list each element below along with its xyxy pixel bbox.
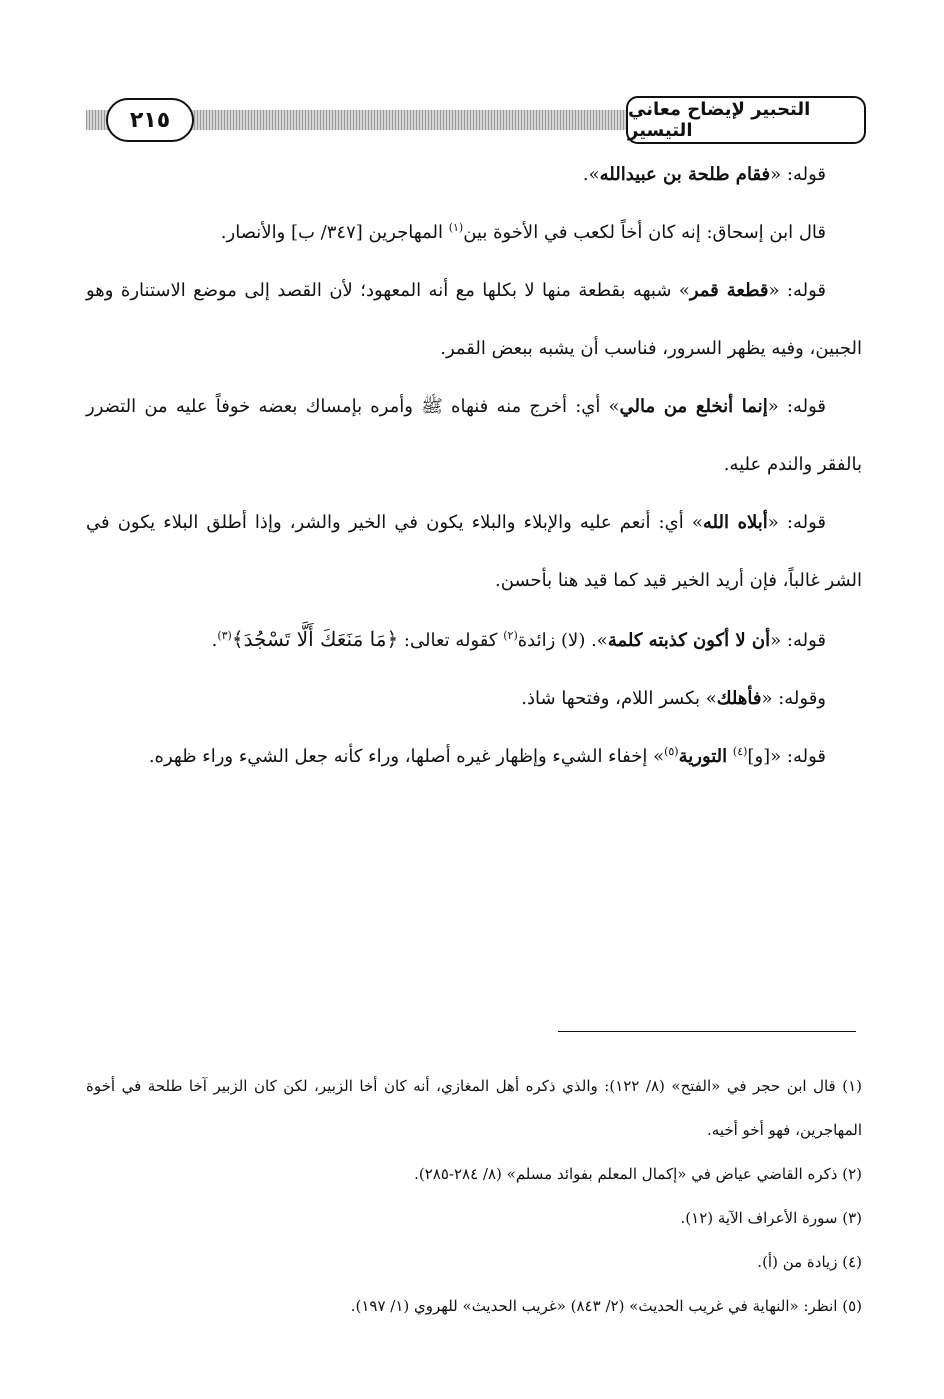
footnote-ref: (١) [448,221,464,234]
body-text: قوله: «[و] [747,746,826,767]
paragraph [86,494,862,610]
paragraph [86,262,862,378]
quoted-hadith-phrase: إنما أنخلع من مالي [619,396,768,417]
body-text: » أي: أخرج منه فنهاه ﷺ وأمره بإمساك بعضه خوفاً عليه من التضرر بالفقر والندم عليه. [86,396,862,475]
body-text: وقوله: « [761,688,826,709]
body-text: قال ابن إسحاق: إنه كان أخاً لكعب في الأخوة بين [463,222,826,243]
main-text [86,146,862,786]
body-text: » شبهه بقطعة منها لا بكلها مع أنه المعهود؛ لأن القصد إلى موضع الاستنارة وهو الجبين، وفيه يظهر السرور، فناسب أن يشبه ببعض القمر. [86,280,862,359]
quoted-hadith-phrase: فقام طلحة بن عبيدالله [599,164,771,185]
quran-verse: ﴿مَا مَنَعَكَ أَلَّا تَسْجُدَ﴾ [231,627,399,651]
body-text: قوله: « [767,512,827,533]
paragraph [86,204,862,262]
body-text: » إخفاء الشيء وإظهار غيره أصلها، وراء كأنه جعل الشيء وراء ظهره. [148,746,665,767]
body-text: ». (لا) زائدة [517,630,608,651]
body-text: قوله: « [770,164,826,185]
footnote-ref: (٣) [217,629,232,642]
footnote-ref: (٤) [732,745,748,758]
paragraph [86,378,862,494]
body-text: كقوله تعالى: [398,630,504,651]
body-text: ». [582,164,600,185]
page-number: ٢١٥ [106,98,194,142]
paragraph [86,670,862,728]
body-text: قوله: « [767,396,826,417]
body-text: » بكسر اللام، وفتحها شاذ. [521,688,717,709]
footnote-2: (٢) ذكره القاضي عياض في «إكمال المعلم بفوائد مسلم» (٨/ ٢٨٤-٢٨٥). [414,1165,862,1183]
body-text: قوله: « [768,280,826,301]
footnotes [86,1064,862,1328]
footnote-5: (٥) انظر: «النهاية في غريب الحديث» (٢/ ٨٤٣) «غريب الحديث» للهروي (١/ ١٩٧). [350,1297,862,1315]
quoted-hadith-phrase: أبلاه الله [702,512,768,533]
footnote-divider [558,1031,856,1032]
body-text: قوله: « [770,630,826,651]
footnote-1: (١) قال ابن حجر في «الفتح» (٨/ ١٢٢): والذي ذكره أهل المغازي، أنه كان أخا الزبير، لكن كان الزبير آخا طلحة في أخوة المهاجرين، فهو أخو أخيه. [86,1077,863,1139]
page-header [86,96,866,144]
body-text: . [211,630,218,651]
footnote-ref: (٢) [503,629,518,642]
quoted-hadith-phrase: التورية [678,746,728,767]
footnote-3: (٣) سورة الأعراف الآية (١٢). [680,1209,862,1227]
footnote-4: (٤) زيادة من (أ). [757,1253,862,1271]
book-title: التحبير لإيضاح معاني التيسير [626,96,866,144]
quoted-hadith-phrase: أن لا أكون كذبته كلمة [607,630,771,651]
body-text: » أي: أنعم عليه والإبلاء والبلاء يكون في الخير والشر، وإذا أطلق البلاء يكون في الشر غالباً، فإن أريد الخير قيد كما قيد هنا بأحسن. [86,512,862,591]
footnote-ref: (٥) [664,745,679,758]
paragraph [86,610,862,670]
body-text: المهاجرين [٣٤٧/ ب] والأنصار. [220,222,449,243]
paragraph [86,146,862,204]
quoted-hadith-phrase: فأهلك [716,688,762,709]
quoted-hadith-phrase: قطعة قمر [689,280,769,301]
paragraph [86,728,862,786]
